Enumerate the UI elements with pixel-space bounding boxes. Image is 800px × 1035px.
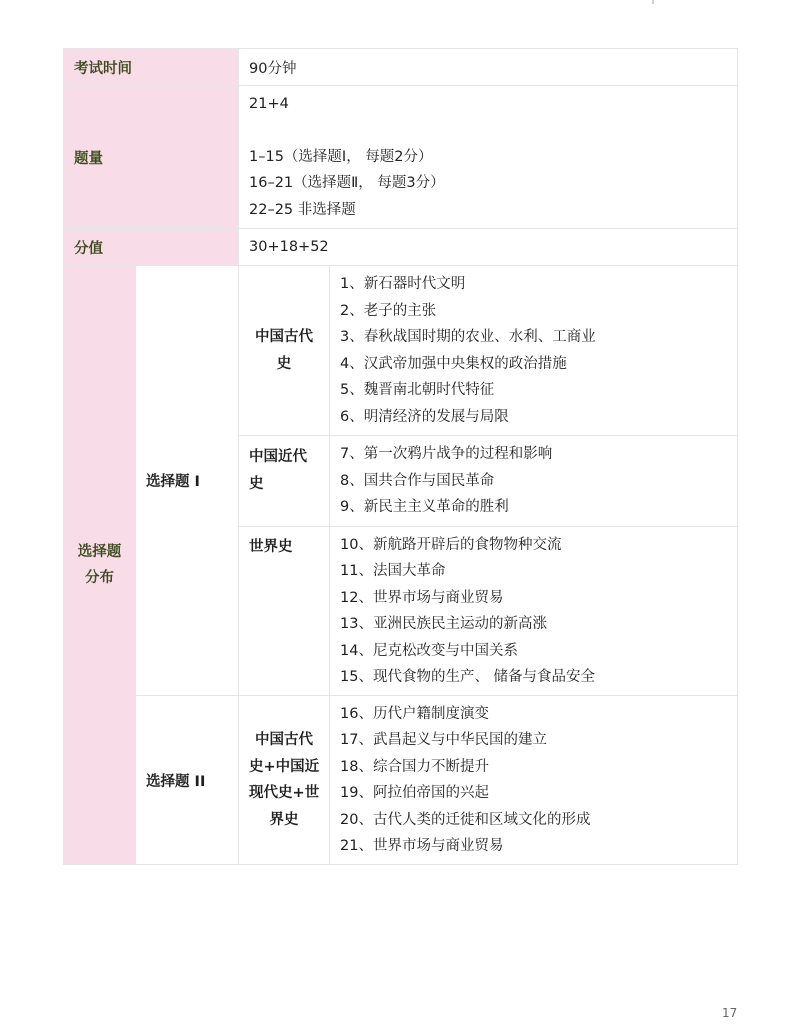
topic-item: 1、新石器时代文明 bbox=[340, 276, 466, 292]
topic-item: 14、尼克松改变与中国关系 bbox=[340, 642, 518, 659]
topic-item: 5、魏晋南北朝时代特征 bbox=[340, 382, 495, 398]
mixed-history-topics bbox=[330, 696, 738, 865]
score-label: 分值 bbox=[64, 229, 239, 266]
topic-item: 3、春秋战国时期的农业、水利、工商业 bbox=[340, 329, 596, 345]
row-group2 bbox=[64, 696, 738, 865]
modern-china-label: 中国近代 史 bbox=[239, 436, 330, 527]
exam-time-value: 90分钟 bbox=[239, 49, 738, 86]
exam-time-label: 考试时间 bbox=[64, 49, 239, 86]
topic-item: 4、汉武帝加强中央集权的政治措施 bbox=[340, 355, 567, 372]
mixed-history-label: 中国古代 史+中国近 现代史+世 界史 bbox=[239, 696, 330, 865]
score-value: 30+18+52 bbox=[239, 229, 738, 266]
count-line: 16–21（选择题Ⅱ， 每题3分） bbox=[249, 175, 445, 191]
exam-info-table bbox=[63, 48, 738, 865]
count-spacer bbox=[249, 118, 727, 144]
topic-item: 15、现代食物的生产、 储备与食品安全 bbox=[340, 669, 596, 685]
topic-item: 16、历代户籍制度演变 bbox=[340, 705, 489, 722]
topic-item: 7、第一次鸦片战争的过程和影响 bbox=[340, 446, 553, 463]
ancient-china-topics bbox=[330, 266, 738, 436]
topic-item: 10、新航路开辟后的食物物种交流 bbox=[340, 536, 562, 553]
count-line: 22–25 非选择题 bbox=[249, 201, 356, 218]
topic-item: 13、亚洲民族民主运动的新高涨 bbox=[340, 616, 547, 632]
world-history-topics bbox=[330, 527, 738, 696]
question-count-value bbox=[239, 86, 738, 229]
count-total: 21+4 bbox=[249, 96, 289, 112]
topic-item: 20、古代人类的迁徙和区域文化的形成 bbox=[340, 811, 591, 828]
topic-item: 2、老子的主张 bbox=[340, 302, 437, 319]
count-line: 1–15（选择题Ⅰ， 每题2分） bbox=[249, 148, 433, 165]
page-number: 17 bbox=[722, 1006, 738, 1020]
topic-item: 8、国共合作与国民革命 bbox=[340, 472, 495, 489]
topic-item: 12、世界市场与商业贸易 bbox=[340, 589, 504, 606]
ancient-china-label: 中国古代 史 bbox=[239, 266, 330, 436]
topic-item: 21、世界市场与商业贸易 bbox=[340, 838, 504, 854]
topic-item: 18、综合国力不断提升 bbox=[340, 758, 489, 775]
question-count-label: 题量 bbox=[64, 86, 239, 229]
row-score bbox=[64, 229, 738, 266]
distribution-label: 选择题 分布 bbox=[64, 266, 136, 865]
row-exam-time bbox=[64, 49, 738, 86]
topic-item: 17、武昌起义与中华民国的建立 bbox=[340, 732, 547, 748]
group2-label: 选择题 II bbox=[136, 696, 239, 865]
topic-item: 19、阿拉伯帝国的兴起 bbox=[340, 785, 489, 801]
world-history-label: 世界史 bbox=[239, 527, 330, 696]
row-ancient-china bbox=[64, 266, 738, 436]
group1-label: 选择题 I bbox=[136, 266, 239, 696]
topic-item: 9、新民主主义革命的胜利 bbox=[340, 499, 509, 516]
scan-mark bbox=[652, 0, 654, 4]
modern-china-topics bbox=[330, 436, 738, 527]
topic-item: 6、明清经济的发展与局限 bbox=[340, 408, 509, 425]
topic-item: 11、法国大革命 bbox=[340, 563, 446, 579]
row-question-count bbox=[64, 86, 738, 229]
